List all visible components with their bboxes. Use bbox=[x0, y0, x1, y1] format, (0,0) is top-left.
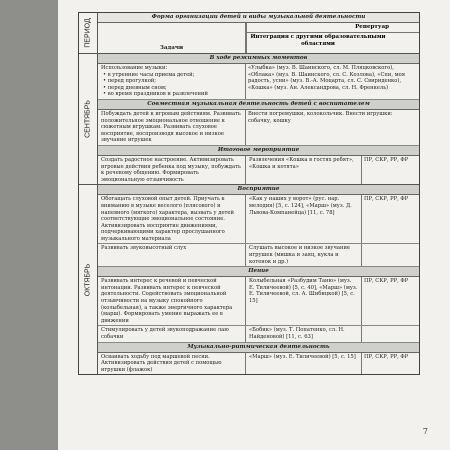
rhythm-task: Осваивать ходьбу под маршевой песни. Активизировать действия детей с помощью игрушки (флажок) bbox=[98, 353, 246, 375]
perception-codes: ПР, СКР, РР, ФР bbox=[364, 196, 409, 203]
page-number: 7 bbox=[422, 427, 428, 436]
table-row bbox=[98, 156, 419, 184]
integration-header: Интеграция с другими образовательными областями bbox=[250, 34, 386, 47]
singing-task: Развивать интерес к речевой и певческой интонации. Развивать интерес к певческой деятельности. Содействовать эмоциональной отзывчивости на музыку спокойного (колыбельная), а также энергичного характера (марш). Формировать умение выражать ее в движении bbox=[98, 277, 246, 325]
rhythm-repertoire: «Марш» (муз. Е. Тиличеевой) [5, с. 15] bbox=[246, 353, 362, 375]
list-item: • в утренние часы приема детей; bbox=[110, 72, 242, 79]
perception-task: Обогащать слуховой опыт детей. Приучать к вниманию в музыке веселого (плясового) и напевного (мягкого) характера, вызвать у детей соответствующие эмоциональное состояние. Активизировать восприятие движениями, подчеркивающими характер прослушанного музыкального материала bbox=[98, 195, 246, 243]
book-page bbox=[58, 0, 450, 450]
band-singing: Пение bbox=[98, 267, 419, 277]
perception-repertoire: «Как у наших у ворот» (рус. нар. мелодия) [5, с. 124], «Марш» (муз. Д. Львова-Компанейца) [11, с. 78] bbox=[246, 195, 362, 243]
table-row bbox=[98, 244, 419, 267]
final-codes: ПР, СКР, РР, ФР bbox=[364, 156, 409, 163]
table-row bbox=[98, 353, 419, 375]
onomatopoeia-task: Стимулировать у детей звукоподражание лаю собачки bbox=[98, 326, 246, 341]
september-label: СЕНТЯБРЬ bbox=[84, 100, 92, 139]
repertoire-header: Репертуар bbox=[247, 23, 419, 33]
band-rhythm: Музыкально-ритмическая деятельность bbox=[98, 343, 419, 353]
singing-codes: ПР, СКР, РР, ФР bbox=[364, 278, 409, 285]
program-table bbox=[78, 12, 420, 375]
list-item: • перед прогулкой; bbox=[110, 78, 242, 85]
singing-repertoire: Колыбельная «Разбудим Таню» (муз. Е. Тиличеевой) [5, с. 40], «Марш» (муз. Е. Тиличеевой, сл. А. Шибицкой) [5, с. 15] bbox=[246, 277, 362, 325]
forms-header: Форма организации детей и виды музыкальной деятельности bbox=[98, 13, 419, 23]
list-item: • перед дневным сном; bbox=[110, 85, 242, 92]
october-section bbox=[79, 184, 419, 374]
period-header: ПЕРИОД bbox=[84, 18, 92, 48]
band-final: Итоговое мероприятие bbox=[98, 146, 419, 156]
routine-list bbox=[101, 72, 242, 98]
band-perception: Восприятие bbox=[98, 185, 419, 195]
pitch-task: Развивать звуковысотный слух bbox=[98, 244, 246, 266]
table-row bbox=[98, 326, 419, 342]
tasks-header: Задачи bbox=[159, 45, 184, 52]
routine-intro: Использование музыки: bbox=[101, 65, 168, 71]
table-row bbox=[98, 195, 419, 244]
band-joint: Совместная музыкальная деятельность детей с воспитателем bbox=[98, 100, 419, 110]
table-row bbox=[98, 277, 419, 326]
list-item: • во время праздников и развлечений bbox=[110, 91, 242, 98]
joint-repertoire: Внести погремушки, колокольчик. Внести игрушки: собачку, кошку bbox=[248, 110, 393, 124]
band-routine: В ходе режимных моментов bbox=[98, 54, 419, 64]
table-row bbox=[98, 64, 419, 100]
table-row bbox=[98, 110, 419, 146]
final-task: Создать радостное настроение. Активизировать игровые действия ребенка под музыку, побуждать к речевому общению. Формировать эмоциональную отзывчивость bbox=[98, 156, 246, 184]
september-section bbox=[79, 53, 419, 184]
joint-task: Побуждать детей к игровым действиям. Развивать положительное эмоциональное отношение к сюжетным игрушкам. Развивать слуховое восприятие, воспроизводя высокое и низкое звучание игрушек bbox=[98, 110, 246, 145]
final-repertoire: Развлечения «Кошка в гостях ребят», «Кошка и котята» bbox=[246, 156, 362, 184]
onomatopoeia-repertoire: «Бобик» (муз. Т. Попатенко, сл. Н. Найденовой) [11, с. 63] bbox=[246, 326, 362, 341]
routine-repertoire: «Улыбка» (муз. В. Шаинского, сл. М. Пляцковского), «Облака» (муз. В. Шаинского, сл. С. Козлова), «Спи, моя радость, усни» (муз. В.-А. Моцарта, сл. С. Свириденко), «Кошка» (муз. Ан. Александрова, сл. Н. Френкель) bbox=[248, 65, 406, 91]
table-header bbox=[79, 13, 419, 53]
pitch-repertoire: Слушать высокое и низкое звучание игрушек (мишка и заяц, кукла и котенок и др.) bbox=[246, 244, 362, 266]
rhythm-codes: ПР, СКР, РР, ФР bbox=[364, 353, 409, 360]
october-label: ОКТЯБРЬ bbox=[84, 263, 92, 297]
